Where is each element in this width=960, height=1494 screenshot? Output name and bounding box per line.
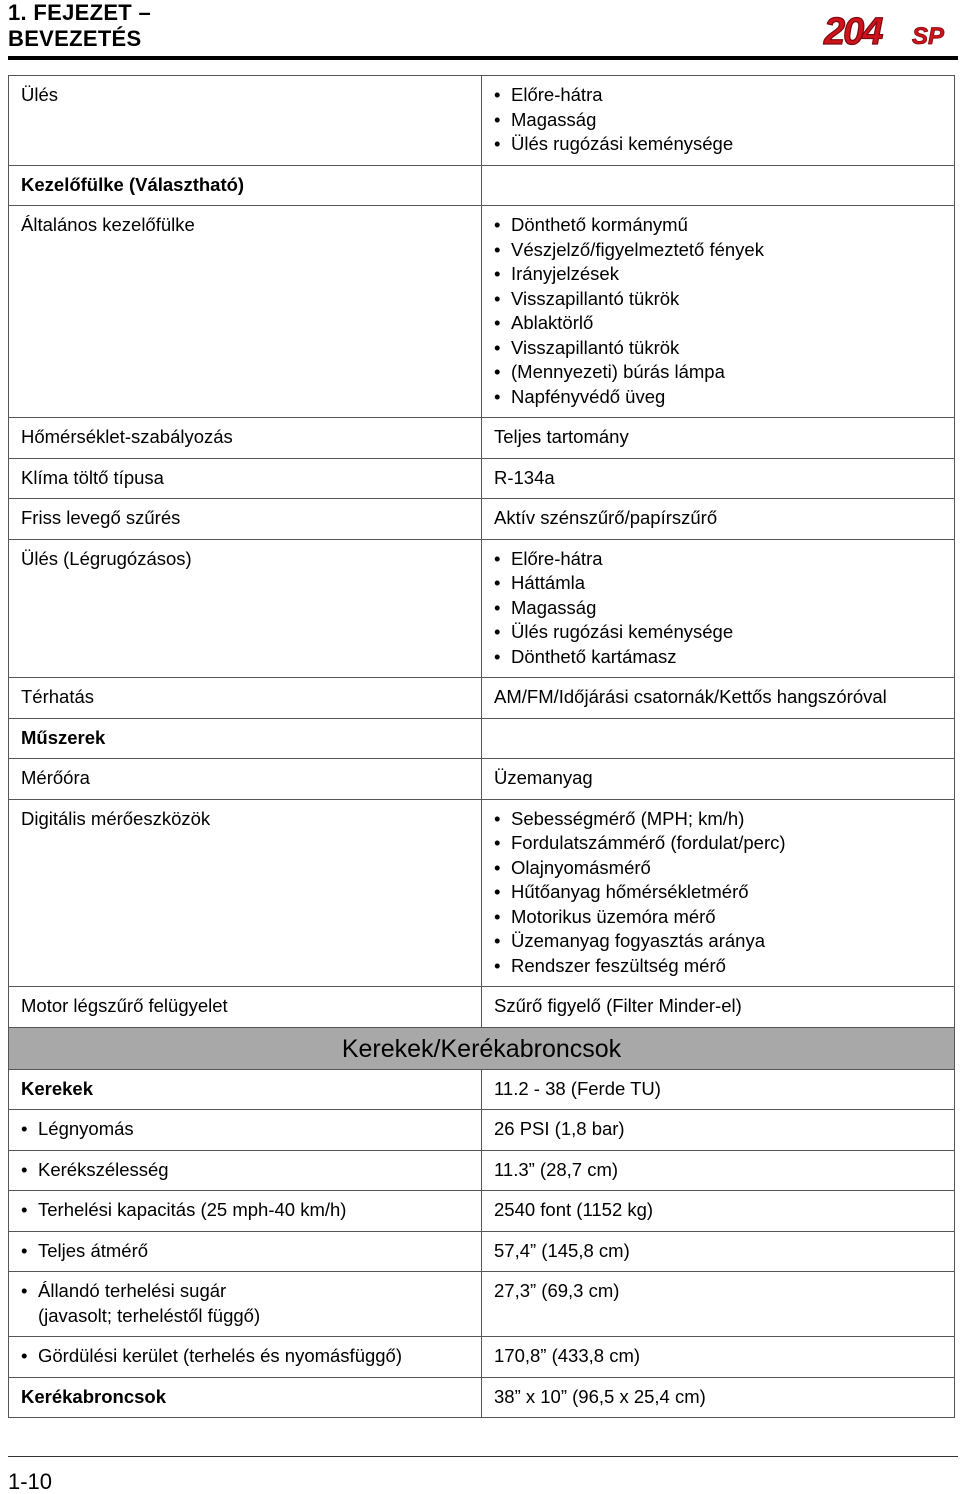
row-value: 11.3” (28,7 cm) — [482, 1150, 955, 1191]
row-label: Friss levegő szűrés — [9, 499, 482, 540]
row-value: 2540 font (1152 kg) — [482, 1191, 955, 1232]
list-item: • Fordulatszámmérő (fordulat/perc) — [494, 831, 942, 856]
row-value — [482, 539, 955, 678]
row-label: Mérőóra — [9, 759, 482, 800]
table-row — [9, 678, 955, 719]
row-label — [9, 1231, 482, 1272]
list-item: • Dönthető kormánymű — [494, 213, 942, 238]
bulleted-label: • Kerékszélesség — [21, 1158, 469, 1183]
chapter-title-line1: 1. FEJEZET – — [8, 0, 151, 25]
list-item: • Rendszer feszültség mérő — [494, 954, 942, 979]
bulleted-label — [21, 1279, 469, 1328]
list-item: • Előre-hátra — [494, 83, 942, 108]
logo-main-text: 204 — [824, 11, 882, 50]
row-label — [9, 1150, 482, 1191]
row-label: Kerekek — [9, 1069, 482, 1110]
table-row — [9, 76, 955, 166]
chapter-title — [8, 0, 151, 52]
page-number: 1-10 — [8, 1469, 53, 1494]
row-label — [9, 1110, 482, 1151]
bullet-list — [494, 807, 942, 979]
list-item: • Előre-hátra — [494, 547, 942, 572]
table-row — [9, 1069, 955, 1110]
table-row — [9, 206, 955, 418]
row-label: Térhatás — [9, 678, 482, 719]
list-item: • Ülés rugózási keménysége — [494, 620, 942, 645]
row-label — [9, 1191, 482, 1232]
row-value: AM/FM/Időjárási csatornák/Kettős hangszóróval — [482, 678, 955, 719]
list-item: • Háttámla — [494, 571, 942, 596]
row-label: Digitális mérőeszközök — [9, 799, 482, 987]
list-item: • Napfényvédő üveg — [494, 385, 942, 410]
row-label: Kezelőfülke (Választható) — [9, 165, 482, 206]
row-value — [482, 76, 955, 166]
row-value: 170,8” (433,8 cm) — [482, 1337, 955, 1378]
table-row — [9, 1337, 955, 1378]
table-row — [9, 799, 955, 987]
list-item: • Dönthető kartámasz — [494, 645, 942, 670]
row-label: Hőmérséklet-szabályozás — [9, 418, 482, 459]
table-row — [9, 165, 955, 206]
row-label: Ülés (Légrugózásos) — [9, 539, 482, 678]
section-title: Kerekek/Kerékabroncsok — [9, 1027, 955, 1069]
row-value: Aktív szénszűrő/papírszűrő — [482, 499, 955, 540]
row-label: Műszerek — [9, 718, 482, 759]
row-value — [482, 799, 955, 987]
row-value: 38” x 10” (96,5 x 25,4 cm) — [482, 1377, 955, 1418]
section-header-row — [9, 1027, 955, 1069]
table-row — [9, 539, 955, 678]
row-value: 27,3” (69,3 cm) — [482, 1272, 955, 1337]
bulleted-label: • Terhelési kapacitás (25 mph-40 km/h) — [21, 1198, 469, 1223]
row-label: Motor légszűrő felügyelet — [9, 987, 482, 1028]
list-item: • Vészjelző/figyelmeztető fények — [494, 238, 942, 263]
list-item: • Sebességmérő (MPH; km/h) — [494, 807, 942, 832]
row-label: Ülés — [9, 76, 482, 166]
row-value: Szűrő figyelő (Filter Minder-el) — [482, 987, 955, 1028]
label-line: Állandó terhelési sugár — [38, 1280, 227, 1301]
table-row — [9, 1150, 955, 1191]
row-label: Kerékabroncsok — [9, 1377, 482, 1418]
list-item: • Olajnyomásmérő — [494, 856, 942, 881]
list-item: • Magasság — [494, 596, 942, 621]
row-value: R-134a — [482, 458, 955, 499]
row-label: Általános kezelőfülke — [9, 206, 482, 418]
table-row — [9, 458, 955, 499]
bulleted-label: • Gördülési kerület (terhelés és nyomásfüggő) — [21, 1344, 469, 1369]
row-value: Teljes tartomány — [482, 418, 955, 459]
row-value — [482, 206, 955, 418]
list-item: • Motorikus üzemóra mérő — [494, 905, 942, 930]
list-item: • Visszapillantó tükrök — [494, 287, 942, 312]
list-item: • Ülés rugózási keménysége — [494, 132, 942, 157]
table-row — [9, 1231, 955, 1272]
bullet-list — [494, 83, 942, 157]
list-item: • Ablaktörlő — [494, 311, 942, 336]
row-value: 26 PSI (1,8 bar) — [482, 1110, 955, 1151]
row-value — [482, 165, 955, 206]
list-item: • Hűtőanyag hőmérsékletmérő — [494, 880, 942, 905]
row-label: Klíma töltő típusa — [9, 458, 482, 499]
label-line: (javasolt; terheléstől függő) — [38, 1304, 261, 1326]
table-row — [9, 1110, 955, 1151]
list-item: • Irányjelzések — [494, 262, 942, 287]
list-item: • Magasság — [494, 108, 942, 133]
row-value — [482, 718, 955, 759]
spec-table — [8, 75, 955, 1418]
table-row — [9, 1191, 955, 1232]
table-row — [9, 418, 955, 459]
bullet-list — [494, 213, 942, 409]
logo-suffix-text: SP — [912, 23, 945, 50]
footer-divider — [8, 1456, 958, 1457]
brand-logo — [822, 10, 956, 50]
list-item: • Üzemanyag fogyasztás aránya — [494, 929, 942, 954]
table-row — [9, 759, 955, 800]
header-divider — [8, 56, 958, 60]
table-row — [9, 987, 955, 1028]
row-value: 57,4” (145,8 cm) — [482, 1231, 955, 1272]
table-row — [9, 1272, 955, 1337]
row-label — [9, 1272, 482, 1337]
bullet-list — [494, 547, 942, 670]
bulleted-label: • Légnyomás — [21, 1117, 469, 1142]
list-item: • Visszapillantó tükrök — [494, 336, 942, 361]
row-label — [9, 1337, 482, 1378]
chapter-title-line2: BEVEZETÉS — [8, 26, 142, 51]
table-row — [9, 1377, 955, 1418]
list-item: • (Mennyezeti) búrás lámpa — [494, 360, 942, 385]
table-row — [9, 499, 955, 540]
table-row — [9, 718, 955, 759]
row-value: Üzemanyag — [482, 759, 955, 800]
row-value: 11.2 - 38 (Ferde TU) — [482, 1069, 955, 1110]
bulleted-label: • Teljes átmérő — [21, 1239, 469, 1264]
